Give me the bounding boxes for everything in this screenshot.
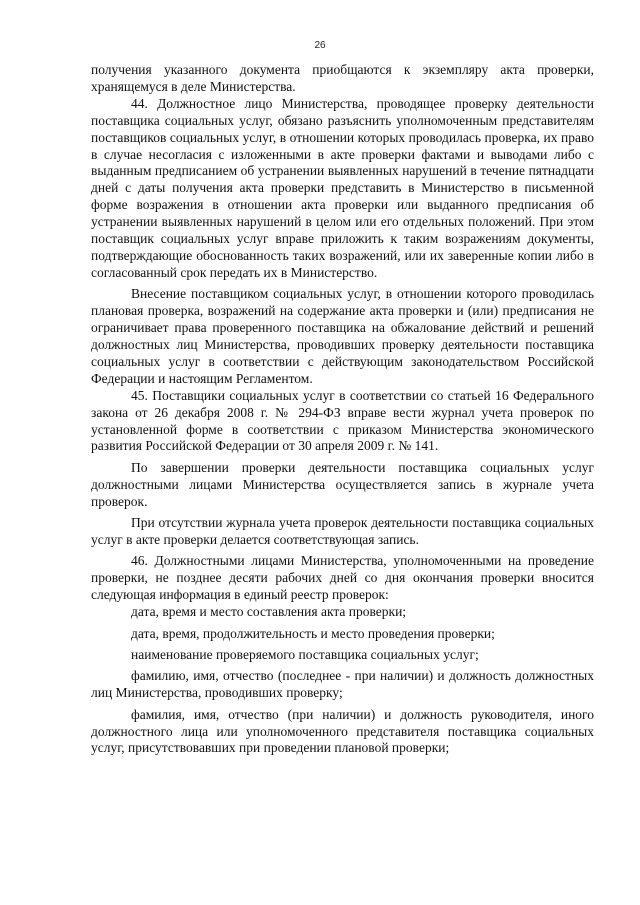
list-item: фамилию, имя, отчество (последнее - при наличии) и должность должностных лиц Министерства, проводивших проверку; <box>91 668 594 701</box>
paragraph-45: 45. Поставщики социальных услуг в соответствии со статьей 16 Федерального закона от 26 декабря 2008 г. № 294-ФЗ вправе вести журнал учета проверок по установленной форме в соответствии с приказом Министерства экономического развития Российской Федерации от 30 апреля 2009 г. № 141. <box>91 387 594 454</box>
list-item: дата, время и место составления акта проверки; <box>131 604 407 620</box>
paragraph-objections: Внесение поставщиком социальных услуг, в отношении которого проводилась плановая проверка, возражений на содержание акта проверки и (или) предписания не ограничивает права проверенного поставщика на обжалование действий и решений должностных лиц Министерства, проводивших проверку деятельности поставщика социальных услуг в соответствии с действующим законодательством Российской Федерации и настоящим Регламентом. <box>91 286 594 386</box>
list-item: фамилия, имя, отчество (при наличии) и должность руководителя, иного должностного лица или уполномоченного представителя поставщика социальных услуг, присутствовавших при проведении плановой проверки; <box>91 706 594 756</box>
document-body <box>91 62 594 757</box>
list-item: дата, время, продолжительность и место проведения проверки; <box>131 625 495 641</box>
list-item: наименование проверяемого поставщика социальных услуг; <box>131 646 479 662</box>
page-number: 26 <box>314 40 326 51</box>
paragraph-no-journal: При отсутствии журнала учета проверок деятельности поставщика социальных услуг в акте проверки делается соответствующая запись. <box>91 515 594 547</box>
paragraph-44: 44. Должностное лицо Министерства, проводящее проверку деятельности поставщика социальных услуг, обязано разъяснить уполномоченным представителям поставщиков социальных услуг, в отношении которых проводилась проверка, их право в случае несогласия с изложенными в акте проверки фактами и выводами либо с выданным предписанием об устранении выявленных нарушений в течение пятнадцати дней с даты получения акта проверки представить в Министерство в письменной форме возражения в отношении акта проверки или выданного предписания об устранении выявленных нарушений в целом или его отдельных положений. При этом поставщик социальных услуг вправе приложить к таким возражениям документы, подтверждающие обоснованность таких возражений, или их заверенные копии либо в согласованный срок передать их в Министерство. <box>91 95 594 280</box>
paragraph-journal-entry: По завершении проверки деятельности поставщика социальных услуг должностными лицами Министерства осуществляется запись в журнале учета проверок. <box>91 459 594 509</box>
paragraph-continuation: получения указанного документа приобщаются к экземпляру акта проверки, хранящемуся в деле Министерства. <box>91 62 594 94</box>
paragraph-46: 46. Должностными лицами Министерства, уполномоченными на проведение проверки, не позднее десяти рабочих дней со дня окончания проверки вносится следующая информация в единый реестр проверок: <box>91 553 594 603</box>
